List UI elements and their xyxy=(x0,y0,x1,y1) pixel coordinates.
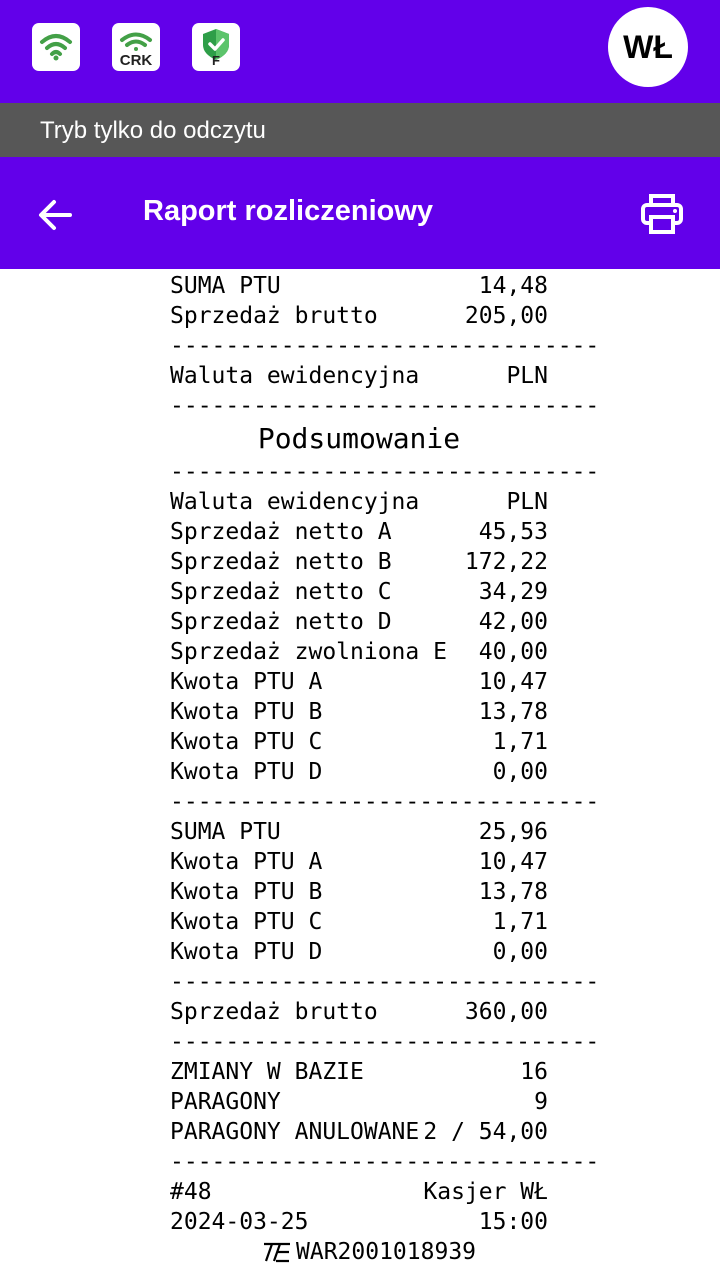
fiscal-id xyxy=(262,1237,482,1267)
row-label: Kwota PTU B xyxy=(170,879,323,905)
receipt-row xyxy=(170,847,548,877)
row-value: 172,22 xyxy=(464,549,548,575)
row-label: Sprzedaż netto D xyxy=(170,609,392,635)
row-label: PARAGONY xyxy=(170,1089,281,1115)
receipt-time: 15:00 xyxy=(478,1209,548,1235)
fiscal-logo-icon xyxy=(262,1241,292,1263)
arrow-left-icon xyxy=(32,191,80,239)
crk-label: CRK xyxy=(119,52,153,69)
receipt-row xyxy=(170,817,548,847)
separator: ------------------------------- xyxy=(170,1149,600,1175)
receipt-row xyxy=(170,1087,548,1117)
receipt-row xyxy=(170,1117,548,1147)
cashier: Kasjer WŁ xyxy=(423,1179,548,1205)
crk-wifi-icon[interactable] xyxy=(112,23,160,71)
row-value: 16 xyxy=(520,1059,548,1085)
row-label: Kwota PTU B xyxy=(170,699,323,725)
receipt-row xyxy=(170,727,548,757)
row-value: 45,53 xyxy=(478,519,548,545)
receipt-row xyxy=(170,271,548,301)
page-title: Raport rozliczeniowy xyxy=(143,195,434,227)
receipt-row xyxy=(170,877,548,907)
printer-icon xyxy=(636,189,688,241)
row-label: Waluta ewidencyjna xyxy=(170,363,420,389)
receipt-row xyxy=(170,1177,548,1207)
separator: ------------------------------- xyxy=(170,1029,600,1055)
receipt-row xyxy=(170,517,548,547)
row-label: Kwota PTU C xyxy=(170,729,323,755)
row-value: 42,00 xyxy=(478,609,548,635)
status-bar xyxy=(0,0,720,103)
row-label: Sprzedaż netto C xyxy=(170,579,392,605)
receipt-row xyxy=(170,667,548,697)
separator: ------------------------------- xyxy=(170,969,600,995)
receipt-number: #48 xyxy=(170,1179,212,1205)
receipt-row xyxy=(170,607,548,637)
shield-label: F xyxy=(212,53,220,68)
row-value: PLN xyxy=(506,363,548,389)
shield-check-icon[interactable] xyxy=(192,23,240,71)
row-value: 0,00 xyxy=(492,759,548,785)
row-label: Kwota PTU D xyxy=(170,939,323,965)
row-value: 0,00 xyxy=(492,939,548,965)
receipt-row xyxy=(170,937,548,967)
separator: ------------------------------- xyxy=(170,333,600,359)
receipt-date: 2024-03-25 xyxy=(170,1209,309,1235)
row-label: ZMIANY W BAZIE xyxy=(170,1059,364,1085)
row-value: 360,00 xyxy=(464,999,548,1025)
receipt-row xyxy=(170,361,548,391)
separator: ------------------------------- xyxy=(170,459,600,485)
receipt-row xyxy=(170,907,548,937)
receipt-row xyxy=(170,637,548,667)
row-label: Kwota PTU C xyxy=(170,909,323,935)
receipt-row xyxy=(170,697,548,727)
row-value: 10,47 xyxy=(478,849,548,875)
row-value: 13,78 xyxy=(478,879,548,905)
fiscal-id-text: WAR2001018939 xyxy=(296,1239,477,1265)
row-value: 25,96 xyxy=(478,819,548,845)
receipt-row xyxy=(170,997,548,1027)
row-label: SUMA PTU xyxy=(170,819,281,845)
row-label: Kwota PTU A xyxy=(170,849,323,875)
print-button[interactable] xyxy=(636,189,688,241)
separator: ------------------------------- xyxy=(170,789,600,815)
row-value: 1,71 xyxy=(492,909,548,935)
summary-heading: Podsumowanie xyxy=(257,422,461,455)
row-value: 9 xyxy=(534,1089,548,1115)
row-value: 14,48 xyxy=(478,273,548,299)
row-value: 2 / 54,00 xyxy=(423,1119,548,1145)
row-label: Sprzedaż netto A xyxy=(170,519,392,545)
receipt xyxy=(0,269,720,1281)
row-value: 13,78 xyxy=(478,699,548,725)
row-value: 10,47 xyxy=(478,669,548,695)
row-value: 34,29 xyxy=(478,579,548,605)
row-value: 1,71 xyxy=(492,729,548,755)
avatar[interactable]: WŁ xyxy=(608,7,688,87)
read-only-text: Tryb tylko do odczytu xyxy=(40,117,266,144)
row-label: PARAGONY ANULOWANE xyxy=(170,1119,420,1145)
row-label: Kwota PTU D xyxy=(170,759,323,785)
back-button[interactable] xyxy=(32,191,80,239)
receipt-row xyxy=(170,757,548,787)
receipt-row xyxy=(170,301,548,331)
row-label: Sprzedaż netto B xyxy=(170,549,392,575)
row-label: Sprzedaż zwolniona E xyxy=(170,639,447,665)
row-label: Kwota PTU A xyxy=(170,669,323,695)
receipt-row xyxy=(170,1207,548,1237)
wifi-icon[interactable] xyxy=(32,23,80,71)
row-value: PLN xyxy=(506,489,548,515)
receipt-row xyxy=(170,1057,548,1087)
separator: ------------------------------- xyxy=(170,393,600,419)
receipt-row xyxy=(170,547,548,577)
receipt-row xyxy=(170,487,548,517)
app-bar xyxy=(0,157,720,269)
receipt-row xyxy=(170,577,548,607)
row-value: 205,00 xyxy=(464,303,548,329)
row-value: 40,00 xyxy=(478,639,548,665)
row-label: Sprzedaż brutto xyxy=(170,999,378,1025)
row-label: SUMA PTU xyxy=(170,273,281,299)
read-only-banner xyxy=(0,103,720,157)
row-label: Waluta ewidencyjna xyxy=(170,489,420,515)
row-label: Sprzedaż brutto xyxy=(170,303,378,329)
